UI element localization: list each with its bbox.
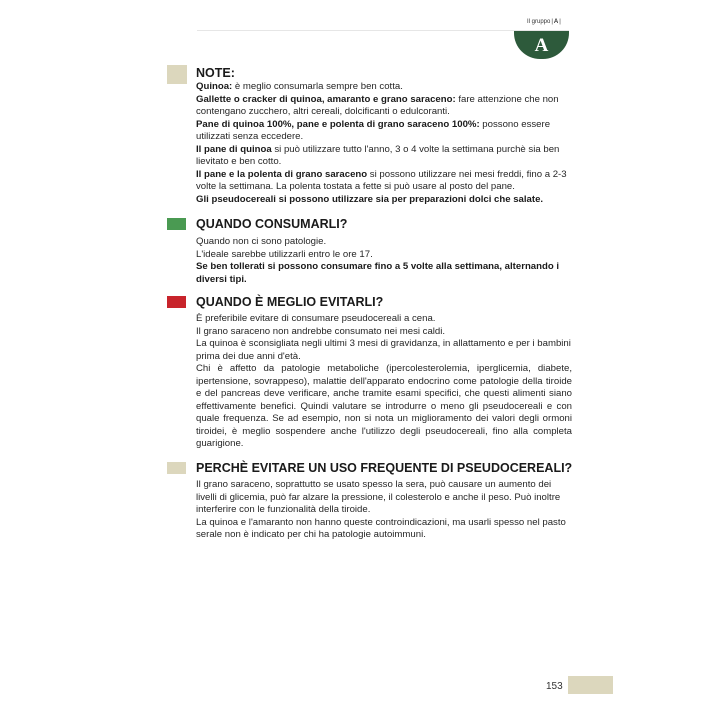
evitarli-marker xyxy=(167,296,186,308)
quando-title: QUANDO CONSUMARLI? xyxy=(196,217,348,231)
perche-marker xyxy=(167,462,186,474)
evitarli-title: QUANDO È MEGLIO EVITARLI? xyxy=(196,295,384,309)
group-label: Il gruppo|A| xyxy=(527,19,561,25)
group-tab xyxy=(514,31,569,59)
page-number: 153 xyxy=(546,681,563,692)
quando-marker xyxy=(167,218,186,230)
page-number-box xyxy=(568,676,613,694)
perche-body: Il grano saraceno, soprattutto se usato spesso la sera, può causare un aumento dei livelli di glicemia, può far alzare la pressione, il colesterolo e anche il peso. Può inoltre interferire con le funzionalità della tiroide. La quinoa e l'amaranto non hanno queste controindicazioni, ma usarli spesso nel pasto serale non è indicato per chi ha patologie autoimmuni. xyxy=(196,479,566,540)
evitarli-body: È preferibile evitare di consumare pseudocereali a cena. Il grano saraceno non andrebbe consumato nei mesi caldi. La quinoa è sconsigliata negli ultimi 3 mesi di gravidanza, in allattamento e per i bambini prima dei due anni d'età. Chi è affetto da patologie metaboliche (ipercolesterolemia, iperglicemia, diabete, ipertensione, sovrappeso), malattie dell'apparato endocrino come patologie della tiroide e del pancreas deve verificare, anche tramite esami specifici, che questi alimenti siano effettivamente benefici. Quindi valutare se introdurre o meno gli pseudocereali e con quale frequenza. Se ad esempio, non si nota un miglioramento dei valori degli ormoni tiroidei, è meglio sospendere anche l'utilizzo degli pseudocereali, fino alla completa guarigione. xyxy=(196,313,572,449)
quando-body: Quando non ci sono patologie. L'ideale sarebbe utilizzarli entro le ore 17. Se ben tollerati si possono consumare fino a 5 volte alla settimana, alternando i diversi tipi. xyxy=(196,236,560,285)
note-marker xyxy=(167,65,187,84)
note-title: NOTE: xyxy=(196,66,235,80)
note-body: Quinoa: è meglio consumarla sempre ben cotta. Gallette o cracker di quinoa, amaranto e grano saraceno: fare attenzione che non contengano zucchero, altri cereali, dolcificanti o edulcoranti. Pane di quinoa 100%, pane e polenta di grano saraceno 100%: possono essere utilizzati senza eccedere. Il pane di quinoa si può utilizzare tutto l'anno, 3 o 4 volte la settimana purchè sia ben lievitato e ben cotto. Il pane e la polenta di grano saraceno si possono utilizzare nei mesi freddi, fino a 2-3 volte la settimana. La polenta tostata a fette si può usare al posto del pane. Gli pseudocereali si possono utilizzare sia per preparazioni dolci che salate. xyxy=(196,81,567,205)
group-letter: A xyxy=(534,34,549,56)
perche-title: PERCHÈ EVITARE UN USO FREQUENTE DI PSEUDOCEREALI? xyxy=(196,461,573,475)
